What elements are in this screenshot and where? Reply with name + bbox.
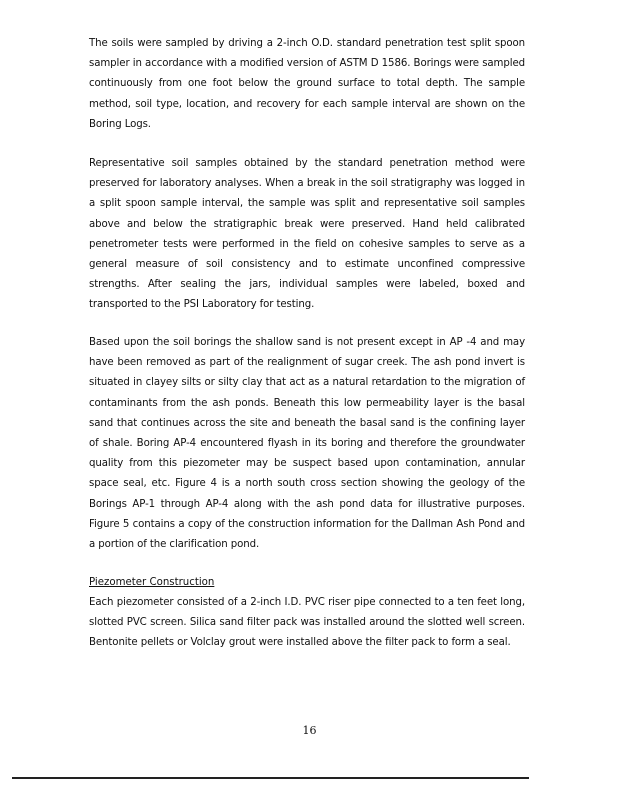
page-number: 16 — [302, 724, 317, 737]
footer-rule — [12, 777, 529, 779]
paragraph-soil-sampling: The soils were sampled by driving a 2-inch O.D. standard penetration test split spoon sampler in accordance with a modified version of ASTM D 1586. Borings were sampled continuously from one foot below the ground surface to total depth. The sample method, soil type, location, and recovery for each sample interval are shown on the Boring Logs. — [89, 38, 525, 130]
paragraph-piezometer-construction: Each piezometer consisted of a 2-inch I.D. PVC riser pipe connected to a ten feet long, slotted PVC screen. Silica sand filter pack was installed around the slotted well screen. Bentonite pellets or Volclay grout were installed above the filter pack to form a seal. — [89, 597, 525, 649]
section-heading-piezometer-construction: Piezometer Construction — [89, 577, 215, 588]
paragraph-soil-borings: Based upon the soil borings the shallow sand is not present except in AP -4 and may have been removed as part of the realignment of sugar creek. The ash pond invert is situated in clayey silts or silty clay that act as a natural retardation to the migration of contaminants from the ash ponds. Beneath this low permeability layer is the basal sand that continues across the site and beneath the basal sand is the confining layer of shale. Boring AP-4 encountered flyash in its boring and therefore the groundwater quality from this piezometer may be suspect based upon contamination, annular space seal, etc. Figure 4 is a north south cross section showing the geology of the Borings AP-1 through AP-4 along with the ash pond data for illustrative purposes. Figure 5 contains a copy of the construction information for the Dallman Ash Pond and a portion of the clarification pond. — [89, 337, 525, 551]
paragraph-sample-preservation: Representative soil samples obtained by the standard penetration method were preserved for laboratory analyses. When a break in the soil stratigraphy was logged in a split spoon sample interval, the sample was split and representative soil samples above and below the stratigraphic break were preserved. Hand held calibrated penetrometer tests were performed in the field on cohesive samples to serve as a general measure of soil consistency and to estimate unconfined compressive strengths. After sealing the jars, individual samples were labeled, boxed and transported to the PSI Laboratory for testing. — [89, 158, 525, 311]
